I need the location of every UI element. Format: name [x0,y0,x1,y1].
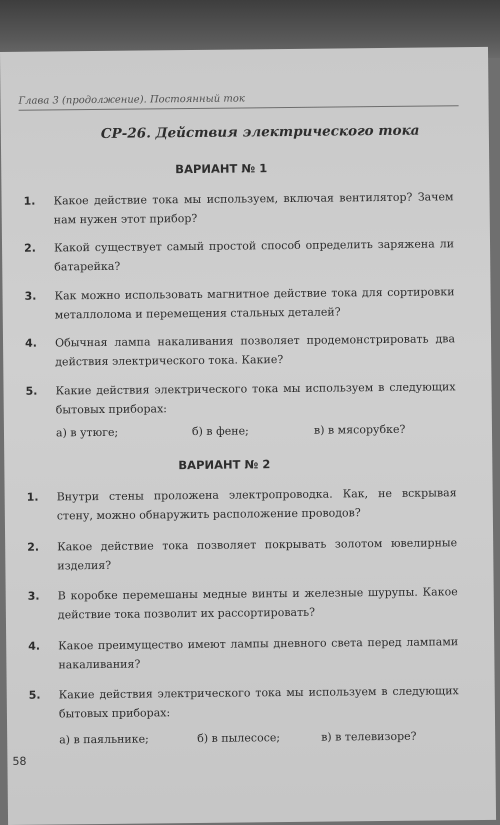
v1-question-5 [25,377,455,420]
question-number: 2. [23,241,36,255]
question-number: 3. [27,589,40,603]
question-text: Внутри стены проложена электропроводка. Как, не вскрывая стену, можно обнаружить расположение проводов? [56,486,457,523]
question-text: Обычная лампа накаливания позволяет продемонстрировать два действия электрического тока. Какие? [54,332,456,369]
v2-question-5 [29,681,459,724]
page-number: 58 [12,754,27,768]
question-text: Какие действия электрического тока мы используем в следующих бытовых приборах: [55,380,456,417]
textbook-page [0,47,496,825]
option-b: б) в фене; [191,424,249,439]
v2-question-3 [28,582,458,625]
question-number: 5. [25,384,38,398]
v1-question-2 [24,234,454,277]
question-text: Какой существует самый простой способ определить заряжена ли батарейка? [53,237,455,274]
v2-options [59,729,459,747]
v2-question-1 [27,483,457,526]
v2-question-2 [27,533,457,576]
question-text: Как можно использовать магнитное действие тока для сортировки металлолома и перемещения стальных деталей? [54,285,455,322]
question-text: В коробке перемешаны медные винты и железные шурупы. Какое действие тока позволит их рассортировать? [57,585,458,622]
worksheet-title: СР-26. Действия электрического тока [100,122,420,142]
v1-question-1 [23,187,453,230]
question-text: Какое действие тока мы используем, включая вентилятор? Зачем нам нужен этот прибор? [53,190,454,227]
variant-2-heading: ВАРИАНТ № 2 [178,457,271,473]
question-number: 5. [28,688,41,702]
option-a: а) в утюге; [55,425,119,440]
question-number: 4. [28,639,41,653]
question-number: 1. [23,194,36,208]
question-text: Какие действия электрического тока мы используем в следующих бытовых приборах: [58,684,459,721]
option-c: в) в мясорубке? [313,422,406,437]
question-text: Какое действие тока позволяет покрывать золотом ювелирные изделия? [57,536,458,573]
question-number: 4. [24,336,37,350]
question-number: 1. [26,490,39,504]
v1-question-4 [25,329,455,372]
v2-question-4 [28,632,458,675]
v1-options [55,422,456,440]
question-text: Какое преимущество имеют лампы дневного света перед лампами накаливания? [58,635,459,672]
question-number: 3. [24,289,37,303]
question-number: 2. [27,540,40,554]
option-b: б) в пылесосе; [197,731,281,745]
option-a: а) в паяльнике; [59,732,149,747]
option-c: в) в телевизоре? [321,729,417,744]
variant-1-heading: ВАРИАНТ № 1 [175,161,268,177]
running-header: Глава 3 (продолжение). Постоянный ток [18,91,458,111]
v1-question-3 [24,282,454,325]
